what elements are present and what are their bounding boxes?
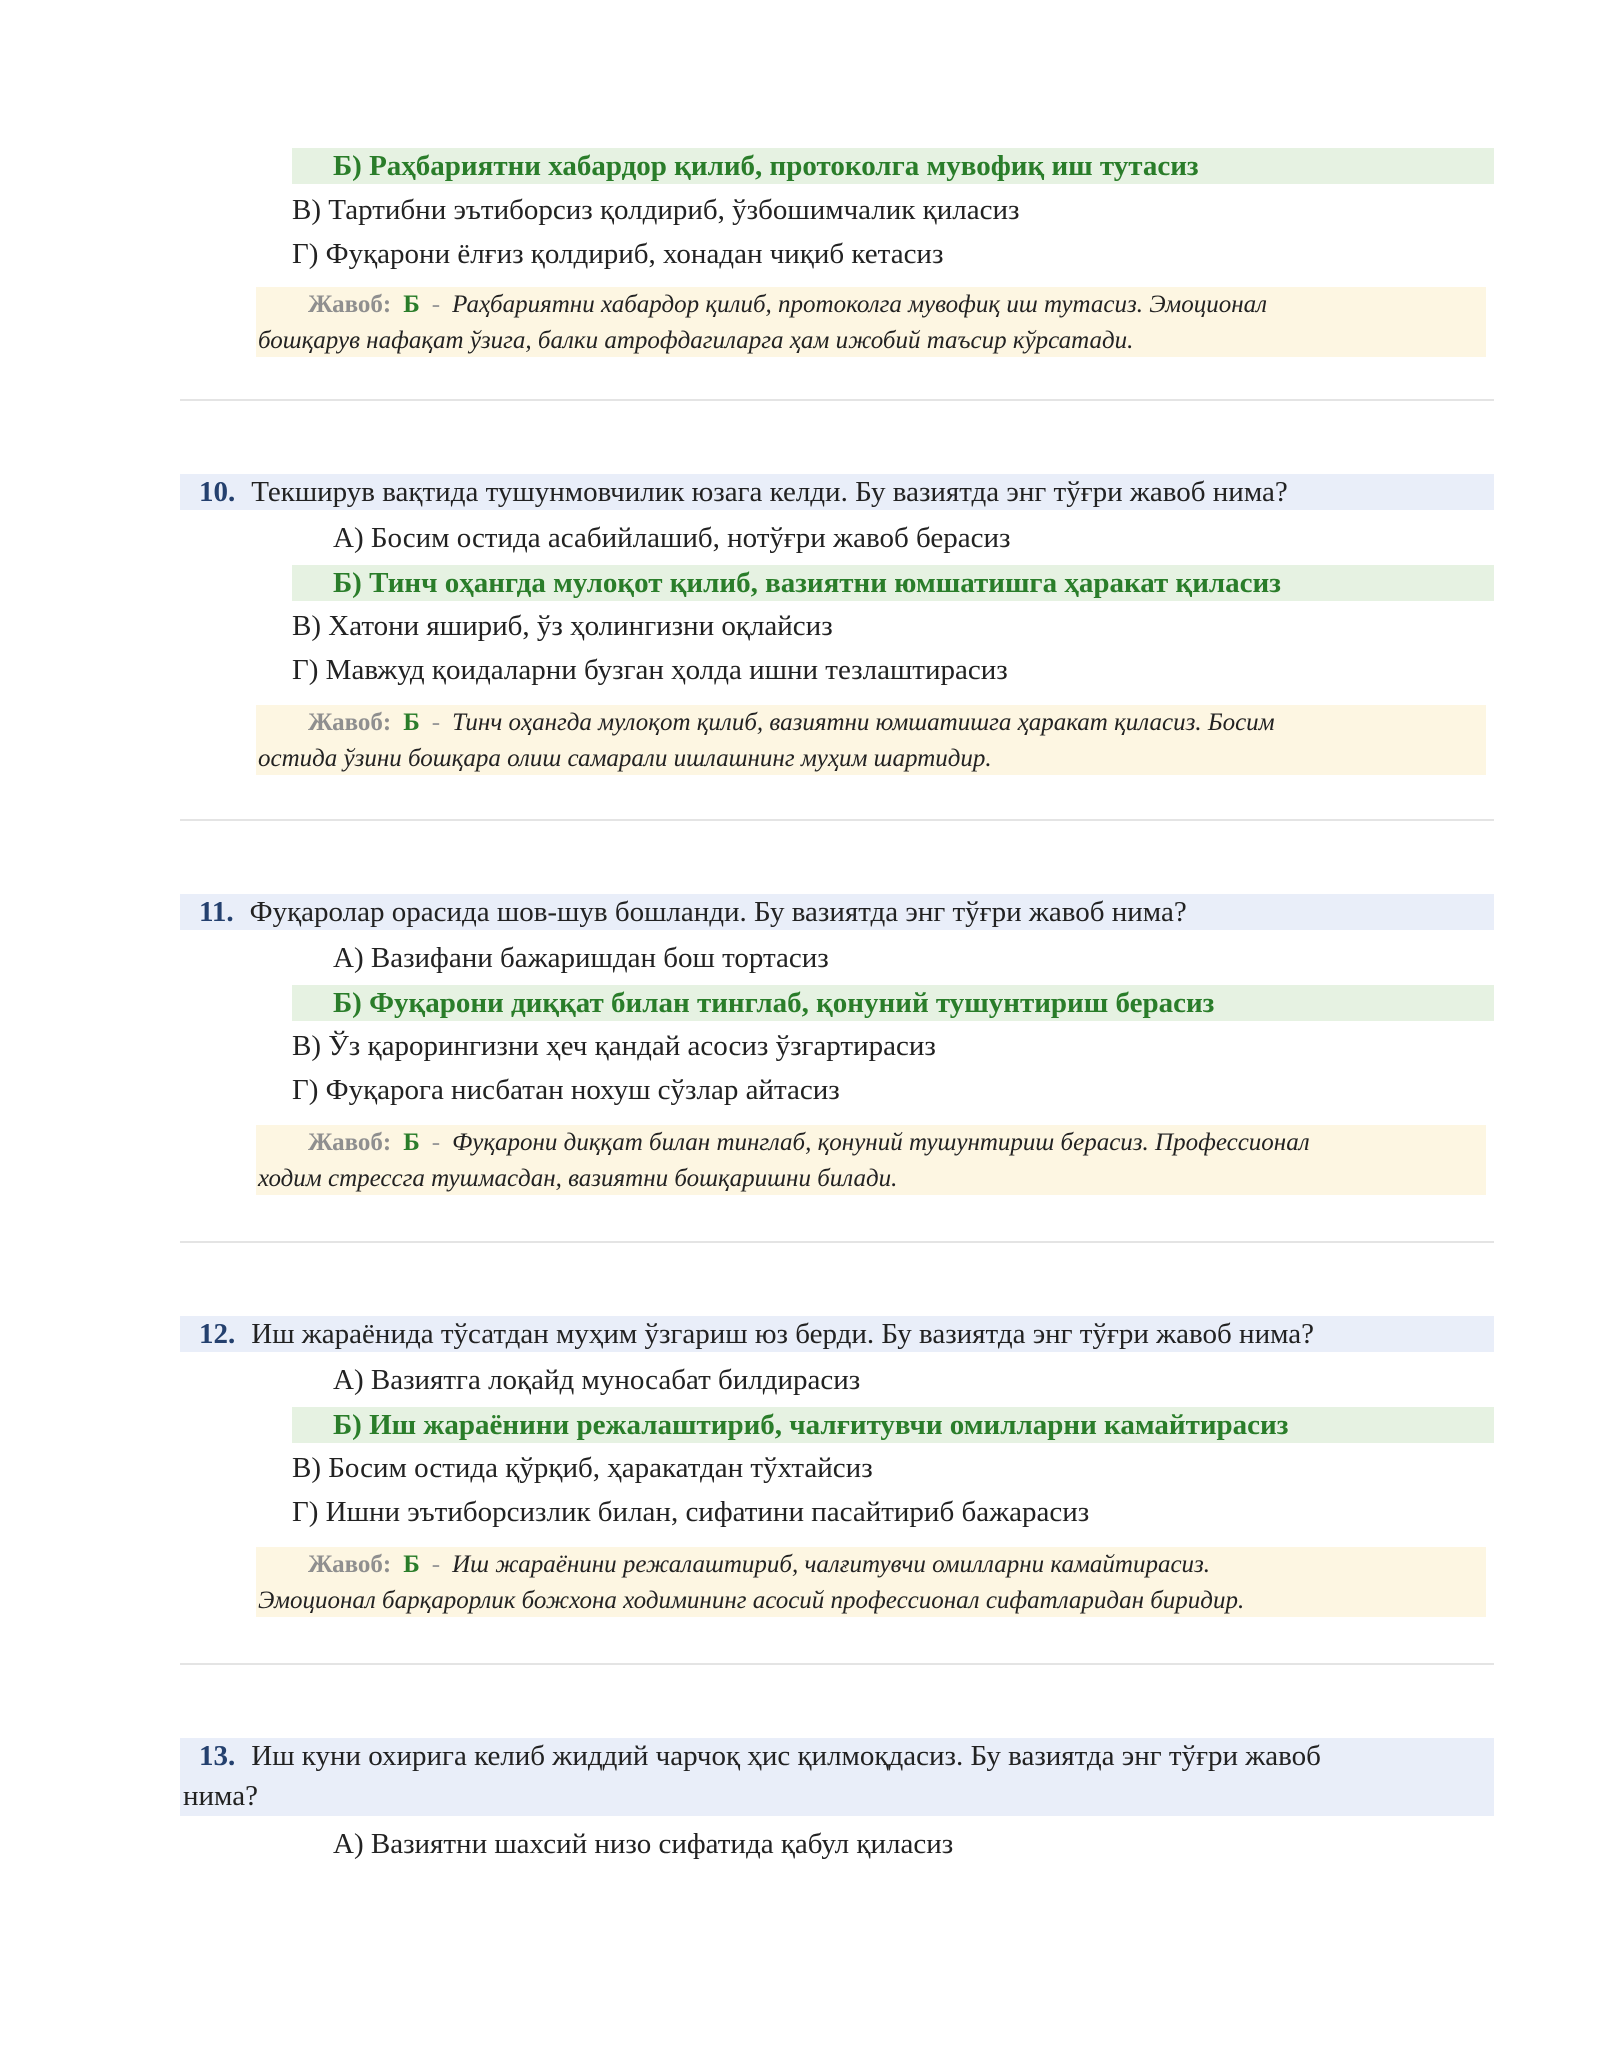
q12-option-a: А) Вазиятга лоқайд муносабат билдирасиз (333, 1364, 861, 1396)
answer-explanation-line1: Раҳбариятни хабардор қилиб, протоколга мувофиқ иш тутасиз. Эмоционал (452, 291, 1267, 318)
q12-option-v: В) Босим остида қўрқиб, ҳаракатдан тўхтайсиз (292, 1452, 873, 1484)
q10-option-b-correct: Б) Тинч оҳангда мулоқот қилиб, вазиятни юмшатишга ҳаракат қиласиз (333, 567, 1281, 599)
answer-explanation-line2: Эмоционал барқарорлик божхона ходимининг асосий профессионал сифатларидан биридир. (258, 1587, 1245, 1614)
q11-option-g: Г) Фуқарога нисбатан нохуш сўзлар айтасиз (292, 1074, 840, 1106)
q11-question (183, 892, 1483, 932)
q11-option-a: А) Вазифани бажаришдан бош тортасиз (333, 942, 829, 974)
q10-option-v: В) Хатони яшириб, ўз ҳолингизни оқлайсиз (292, 610, 833, 642)
answer-label: Жавоб: (308, 1551, 392, 1578)
q9-option-v: В) Тартибни эътиборсиз қолдириб, ўзбошимчалик қиласиз (292, 194, 1020, 226)
section-divider (180, 399, 1494, 401)
answer-explanation-line1: Тинч оҳангда мулоқот қилиб, вазиятни юмшатишга ҳаракат қиласиз. Босим (452, 709, 1275, 736)
q10-option-g: Г) Мавжуд қоидаларни бузган ҳолда ишни тезлаштирасиз (292, 654, 1008, 686)
q10-question-text: Текширув вақтида тушунмовчилик юзага келди. Бу вазиятда энг тўғри жавоб нима? (251, 476, 1288, 508)
q13-number: 13. (199, 1740, 236, 1772)
q11-question-text: Фуқаролар орасида шов-шув бошланди. Бу вазиятда энг тўғри жавоб нима? (249, 896, 1187, 928)
q12-question-text: Иш жараёнида тўсатдан муҳим ўзгариш юз берди. Бу вазиятда энг тўғри жавоб нима? (251, 1318, 1314, 1350)
section-divider (180, 819, 1494, 821)
q10-number: 10. (199, 476, 236, 508)
answer-explanation-line1: Иш жараёнини режалаштириб, чалғитувчи омилларни камайтирасиз. (452, 1551, 1211, 1578)
q10-option-a: А) Босим остида асабийлашиб, нотўғри жавоб берасиз (333, 522, 1011, 554)
q10-question (183, 472, 1483, 512)
q12-number: 12. (199, 1318, 236, 1350)
answer-letter: Б (403, 1129, 420, 1156)
answer-label: Жавоб: (308, 1129, 392, 1156)
q12-question (183, 1314, 1483, 1354)
q9-answer-box (256, 287, 1486, 357)
q11-option-b-correct: Б) Фуқарони диққат билан тинглаб, қонуний тушунтириш берасиз (333, 987, 1215, 1019)
answer-explanation-line2: ходим стрессга тушмасдан, вазиятни бошқаришни билади. (258, 1165, 898, 1192)
answer-dash: - (431, 1129, 441, 1156)
q13-question (183, 1736, 1483, 1776)
q11-option-v: В) Ўз қарорингизни ҳеч қандай асосиз ўзгартирасиз (292, 1030, 936, 1062)
q13-option-a: А) Вазиятни шахсий низо сифатида қабул қиласиз (333, 1828, 954, 1860)
answer-explanation-line2: остида ўзини бошқара олиш самарали ишлашнинг муҳим шартидир. (258, 745, 992, 772)
q13-question-text-line2: нима? (183, 1780, 258, 1812)
q9-option-g: Г) Фуқарони ёлғиз қолдириб, хонадан чиқиб кетасиз (292, 238, 944, 270)
q9-option-b-correct: Б) Раҳбариятни хабардор қилиб, протоколга мувофиқ иш тутасиз (333, 150, 1199, 182)
answer-dash: - (431, 1551, 441, 1578)
answer-explanation-line2: бошқарув нафақат ўзига, балки атрофдагиларга ҳам ижобий таъсир кўрсатади. (258, 327, 1134, 354)
q13-question-text-line1: Иш куни охирига келиб жиддий чарчоқ ҳис қилмоқдасиз. Бу вазиятда энг тўғри жавоб (251, 1740, 1321, 1772)
answer-label: Жавоб: (308, 291, 392, 318)
section-divider (180, 1241, 1494, 1243)
q12-option-b-correct: Б) Иш жараёнини режалаштириб, чалғитувчи омилларни камайтирасиз (333, 1409, 1289, 1441)
q10-answer-box (256, 705, 1486, 775)
answer-dash: - (431, 709, 441, 736)
q12-option-g: Г) Ишни эътиборсизлик билан, сифатини пасайтириб бажарасиз (292, 1496, 1090, 1528)
answer-letter: Б (403, 709, 420, 736)
section-divider (180, 1663, 1494, 1665)
q12-answer-box (256, 1547, 1486, 1617)
answer-letter: Б (403, 1551, 420, 1578)
answer-dash: - (431, 291, 441, 318)
answer-label: Жавоб: (308, 709, 392, 736)
q11-number: 11. (199, 896, 234, 928)
answer-explanation-line1: Фуқарони диққат билан тинглаб, қонуний тушунтириш берасиз. Профессионал (452, 1129, 1310, 1156)
answer-letter: Б (403, 291, 420, 318)
q11-answer-box (256, 1125, 1486, 1195)
